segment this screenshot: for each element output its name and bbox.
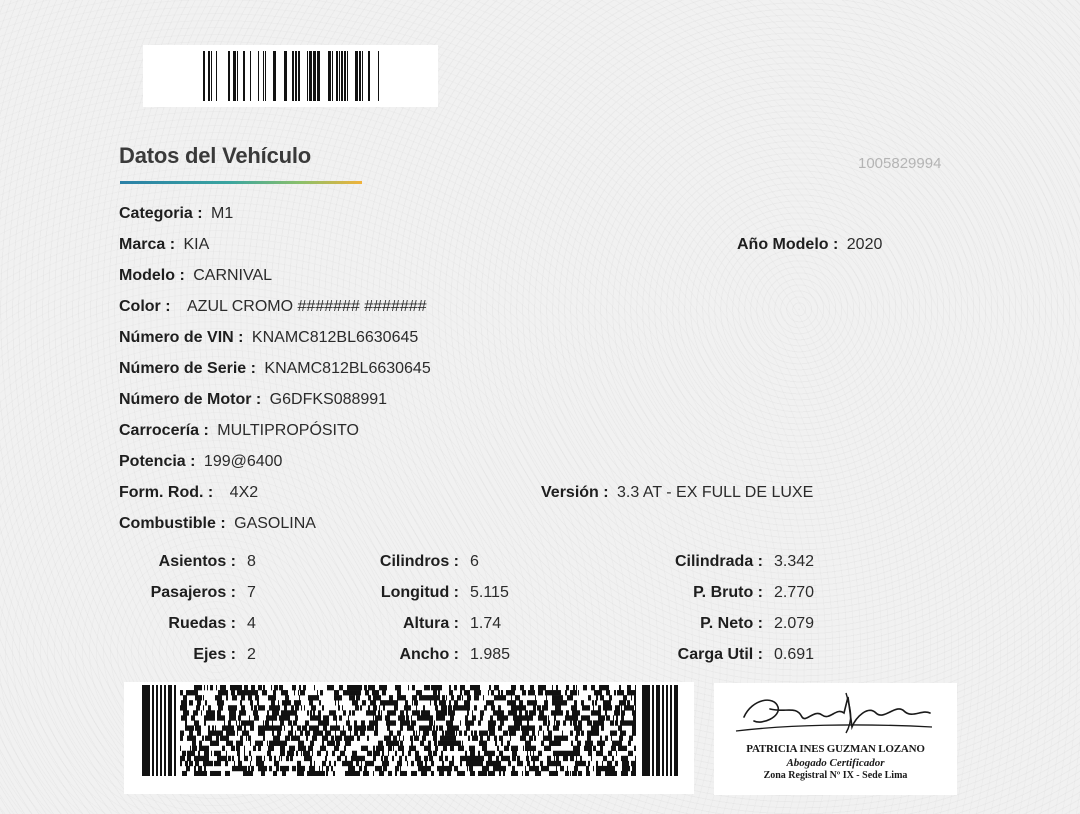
field-value: 199@6400 [203,453,283,470]
field-carroceria [119,421,359,441]
field-version [541,483,813,503]
spec-label: Longitud : [380,584,459,601]
field-label: Número de Motor : [119,391,262,408]
spec-label: Altura : [403,615,459,632]
signer-name: PATRICIA INES GUZMAN LOZANO [746,743,925,755]
field-value: GASOLINA [234,515,316,532]
field-marca [119,235,209,255]
field-value: AZUL CROMO ####### ####### [187,298,427,315]
spec-label: Carga Util : [677,646,763,663]
top-barcode [143,45,438,107]
spec-label: Asientos : [158,553,236,570]
spec-value: 3.342 [774,553,815,570]
field-combustible [119,514,316,534]
pdf417-barcode-icon [142,685,678,776]
field-value: CARNIVAL [193,267,273,284]
field-value: KNAMC812BL6630645 [264,360,431,377]
field-value: 4X2 [229,484,259,501]
spec-value: 7 [247,584,256,601]
spec-value: 6 [470,553,479,570]
field-potencia [119,452,282,472]
spec-value: 2.770 [774,584,815,601]
field-label: Carrocería : [119,422,209,439]
field-value: KIA [183,236,210,253]
spec-label: Pasajeros : [150,584,236,601]
field-motor [119,390,387,410]
field-label: Modelo : [119,267,185,284]
spec-value: 4 [247,615,256,632]
field-label: Form. Rod. : [119,484,214,501]
spec-value: 0.691 [774,646,815,663]
field-value: 2020 [846,236,883,253]
field-value: G6DFKS088991 [269,391,388,408]
signer-title: Abogado Certificador [786,757,885,769]
field-label: Color : [119,298,171,315]
field-label: Potencia : [119,453,196,470]
spec-label: Ejes : [193,646,236,663]
document-number: 1005829994 [858,155,942,172]
field-modelo [119,266,272,286]
field-anio-modelo [737,235,882,255]
field-value: M1 [211,205,234,222]
handwritten-signature [726,687,936,741]
page-title: Datos del Vehículo [119,143,312,168]
field-label: Marca : [119,236,176,253]
field-categoria [119,204,233,224]
field-label: Combustible : [119,515,226,532]
spec-label: Ruedas : [168,615,236,632]
field-form-rod [119,483,258,503]
spec-value: 8 [247,553,256,570]
spec-value: 5.115 [470,584,509,601]
spec-value: 1.74 [470,615,502,632]
field-label: Número de VIN : [119,329,244,346]
field-value: MULTIPROPÓSITO [217,422,359,439]
field-color [119,297,427,317]
signer-zone: Zona Registral Nº IX - Sede Lima [763,770,908,781]
spec-value: 2.079 [774,615,815,632]
field-serie [119,359,431,379]
field-value: 3.3 AT - EX FULL DE LUXE [617,484,814,501]
spec-value: 1.985 [470,646,511,663]
signature-block [714,683,957,795]
spec-label: Ancho : [399,646,459,663]
title-underline [120,181,362,184]
spec-value: 2 [247,646,256,663]
field-label: Número de Serie : [119,360,256,377]
spec-label: P. Bruto : [693,584,763,601]
bottom-barcode [124,682,694,794]
field-value: KNAMC812BL6630645 [251,329,419,346]
field-label: Categoria : [119,205,203,222]
field-vin [119,328,418,348]
field-label: Versión : [541,484,609,501]
spec-label: Cilindrada : [674,553,763,570]
field-label: Año Modelo : [737,236,839,253]
barcode-icon [203,51,379,101]
spec-label: P. Neto : [700,615,763,632]
spec-label: Cilindros : [379,553,459,570]
